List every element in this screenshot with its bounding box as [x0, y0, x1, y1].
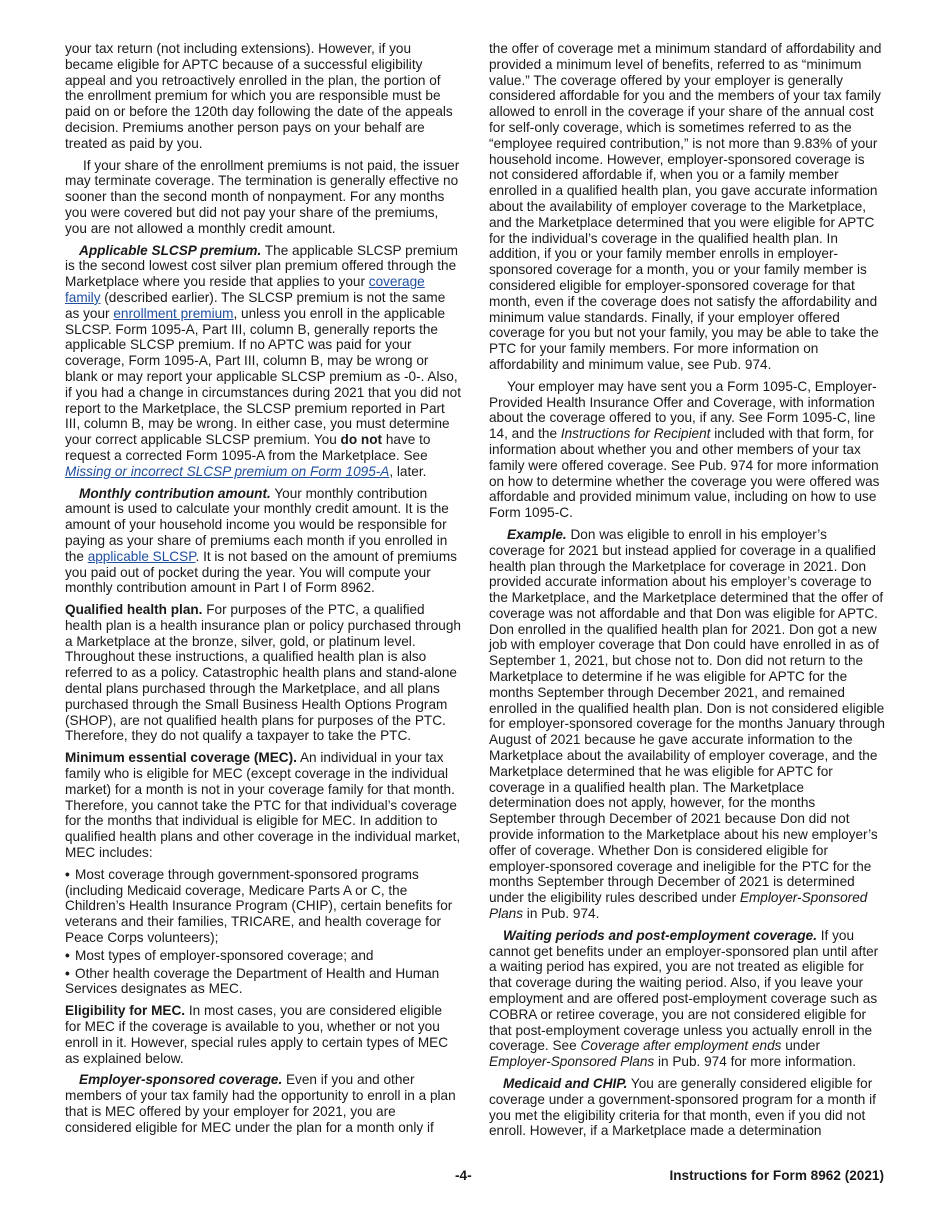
paragraph	[65, 243, 461, 480]
paragraph	[65, 1003, 461, 1066]
paragraph	[65, 750, 461, 861]
paragraph	[65, 41, 461, 152]
heading-run: Waiting periods and post-employment coverage.	[503, 927, 817, 943]
text-run: under	[781, 1038, 820, 1054]
text-run: , unless you enroll in the applicable SLCSP. Form 1095-A, Part III, column B, generally reports the applicable SLCSP premium. If no APTC was paid for your coverage, Form 1095-A, Part III, column B, may be wrong or blank or may report your applicable SLCSP premium as -0-. Also, if you had a change in circumstances during 2021 that you did not report to the Marketplace, the SLCSP premium reported in Part III, column B, may be wrong. In either case, you must determine your correct applicable SLCSP premium. You	[65, 305, 461, 448]
text-run: Most types of employer-sponsored coverage; and	[75, 947, 374, 963]
text-run: the offer of coverage met a minimum standard of affordability and provided a minimum level of benefits, referred to as “minimum value.” The coverage offered by your employer is generally considered affordable for you and the members of your tax family allowed to enroll in the coverage if your share of the annual cost for self-only coverage, which is sometimes referred to as the “employee required contribution,” is not more than 9.83% of your household income. However, employer-sponsored coverage is not considered affordable if, when you or a family member enrolled in a qualified health plan, you gave accurate information about the availability of employer coverage to the Marketplace, and the Marketplace determined that you were eligible for APTC for the individual’s coverage in the qualified health plan. In addition, if you or your family member enrolls in employer-sponsored coverage for a month, you or your family member is considered eligible for employer-sponsored coverage for that month, even if the coverage does not satisfy the affordability and minimum value standards. Finally, if your employer offered coverage for you but not your family, you may be able to take the PTC for your family members. For more information on affordability and minimum value, see Pub. 974.	[489, 41, 882, 372]
text-run: Other health coverage the Department of Health and Human Services designates as MEC.	[65, 965, 440, 997]
footer-title: Instructions for Form 8962 (2021)	[669, 1168, 884, 1183]
text-run: Even if you and other members of your tax family had the opportunity to enroll in a plan that is MEC offered by your employer for 2021, you are considered eligible for MEC under the plan for a month only if	[65, 1072, 456, 1135]
bold-run: Minimum essential coverage (MEC).	[65, 750, 297, 766]
text-run: The applicable SLCSP premium is the second lowest cost silver plan premium offered through the Marketplace where you reside that applies to your	[65, 242, 459, 290]
paragraph	[489, 928, 885, 1070]
text-run: If your share of the enrollment premiums is not paid, the issuer may terminate coverage. The termination is generally effective no sooner than the second month of nonpayment. For any months you were covered but did not pay your share of the premiums, you are not allowed a monthly credit amount.	[65, 157, 460, 236]
link[interactable]: enrollment premium	[113, 305, 234, 321]
paragraph	[489, 527, 885, 922]
heading-run: Applicable SLCSP premium.	[79, 242, 262, 258]
heading-run: Employer-sponsored coverage.	[79, 1072, 283, 1088]
bold-run: Qualified health plan.	[65, 602, 203, 618]
paragraph	[65, 1072, 461, 1135]
text-run: An individual in your tax family who is eligible for MEC (except coverage in the individual market) for a month is not in your coverage family for that month. Therefore, you cannot take the PTC for that individual’s coverage for the months that individual is eligible for MEC. In addition to qualified health plans and other coverage in the individual market, MEC includes:	[65, 750, 461, 861]
text-run: your tax return (not including extensions). However, if you became eligible for APTC because of a successful eligibility appeal and you retroactively enrolled in the plan, the portion of the enrollment premium for which you are responsible must be paid on or before the 120th day following the date of the appeals decision. Premiums another person pays on your behalf are treated as paid by you.	[65, 41, 453, 151]
text-run: If you cannot get benefits under an employer-sponsored plan until after a waiting period has expired, you are not treated as eligible for that coverage during the waiting period. Also, if you leave your employment and are offered post-employment coverage such as COBRA or retiree coverage, you are not considered eligible for that post-employment coverage unless you actually enroll in the coverage. See	[489, 927, 879, 1054]
italic-run: Employer-Sponsored Plans	[489, 1054, 655, 1070]
text-run: included with that form, for information about whether you and other members of your tax family were offered coverage. See Pub. 974 for more information on how to determine whether the coverage you were offered was affordable and provided minimum value, including on how to use Form 1095-C.	[489, 426, 880, 521]
heading-run: Medicaid and CHIP.	[503, 1076, 628, 1091]
paragraph	[65, 158, 461, 237]
text-run: in Pub. 974 for more information.	[654, 1054, 856, 1070]
text-run: , later.	[389, 463, 427, 479]
bullet-item	[65, 867, 461, 946]
text-run: have to request a corrected Form 1095-A from the Marketplace. See	[65, 432, 431, 463]
paragraph	[65, 602, 461, 744]
text-run: In most cases, you are considered eligible for MEC if the coverage is available to you, whether or not you enroll in it. However, special rules apply to certain types of MEC as explained below.	[65, 1003, 449, 1066]
page-number: -4-	[455, 1168, 472, 1183]
text-run: . It is not based on the amount of premiums you paid out of pocket during the year. You will compute your monthly contribution amount in Part I of Form 8962.	[65, 548, 457, 596]
paragraph	[489, 1076, 885, 1139]
paragraph	[65, 486, 461, 597]
link[interactable]: applicable SLCSP	[87, 548, 196, 564]
heading-run: Monthly contribution amount.	[79, 485, 271, 501]
text-run: Your monthly contribution amount is used to calculate your monthly credit amount. It is the amount of your household income you would be responsible for paying as your share of premiums each month if you enrolled in the	[65, 485, 449, 564]
heading-run: Example.	[507, 526, 567, 542]
italic-run: Coverage after employment ends	[580, 1038, 782, 1054]
bold-run: Eligibility for MEC.	[65, 1003, 186, 1019]
text-run: Most coverage through government-sponsored programs (including Medicaid coverage, Medicare Parts A or C, the Children’s Health Insurance Program (CHIP), certain benefits for veterans and their families, TRICARE, and health coverage for Peace Corps volunteers);	[65, 866, 453, 946]
link[interactable]: coverage family	[65, 274, 425, 305]
bullet-item	[65, 966, 461, 998]
text-run: in Pub. 974.	[523, 906, 600, 922]
bold-run: do not	[340, 432, 383, 448]
left-column	[65, 41, 461, 1142]
text-run: Your employer may have sent you a Form 1095-C, Employer-Provided Health Insurance Offer and Coverage, with information about the coverage offered to you, if any. See Form 1095-C, line 14, and the	[489, 378, 877, 442]
italic-run: Employer-Sponsored Plans	[489, 890, 868, 922]
right-column	[489, 41, 885, 1145]
text-run: For purposes of the PTC, a qualified health plan is a health insurance plan or policy purchased through a Marketplace at the bronze, silver, gold, or platinum level. Throughout these instructions, a qualified health plan is also referred to as a policy. Catastrophic health plans and stand-alone dental plans purchased through the Marketplace, and all plans purchased through the Small Business Health Options Program (SHOP), are not qualified health plans for purposes of the PTC. Therefore, they do not qualify a taxpayer to take the PTC.	[65, 602, 461, 744]
italic-run: Instructions for Recipient	[560, 426, 711, 442]
text-run: (described earlier). The SLCSP premium is not the same as your	[65, 289, 446, 321]
link[interactable]: Missing or incorrect SLCSP premium on Form 1095-A	[65, 463, 390, 479]
bullet-item	[65, 948, 461, 964]
text-run: Don was eligible to enroll in his employer’s coverage for 2021 but instead applied for coverage in a qualified health plan through the Marketplace for coverage in 2021. Don provided accurate information about his employer’s coverage to the Marketplace, and the Marketplace determined that the offer of coverage was not affordable and that Don was eligible for APTC. Don enrolled in the qualified health plan for 2021. Don got a new job with employer coverage that Don could have enrolled in as of September 1, 2021, but chose not to. Don did not return to the Marketplace to determine if he was eligible for APTC for the months September through December 2021, and remained enrolled in the qualified health plan. Don is not considered eligible for employer-sponsored coverage for the months January through August of 2021 because he gave accurate information to the Marketplace about the availability of employer coverage, and the Marketplace determined that he was eligible for APTC for coverage in a qualified health plan. The Marketplace determination does not apply, however, for the months September through December of 2021 because Don did not provide information to the Marketplace about his new employer’s offer of coverage. Whether Don is considered eligible for employer-sponsored coverage and ineligible for the PTC for the months September through December of 2021 is determined under the eligibility rules described under	[489, 526, 885, 906]
paragraph	[489, 379, 885, 521]
text-run: You are generally considered eligible for coverage under a government-sponsored program for a month if you met the eligibility criteria for that month, even if you did not enroll. However, if a Marketplace made a determination	[489, 1076, 876, 1139]
paragraph	[489, 41, 885, 373]
